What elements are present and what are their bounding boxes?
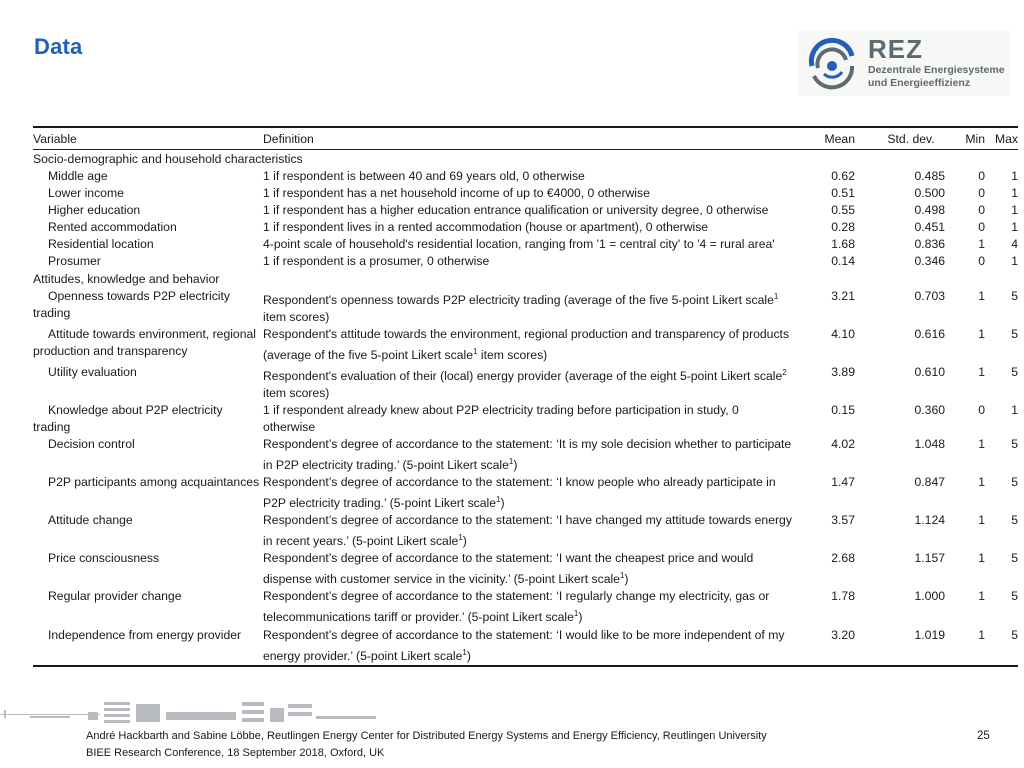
footnote-marker: 1 xyxy=(573,609,579,619)
footnote-marker: 1 xyxy=(458,533,463,543)
cell-std: 0.360 xyxy=(914,403,945,418)
cell-min: 0 xyxy=(978,254,985,268)
variable-label: Utility evaluation xyxy=(48,365,137,380)
cell-max: 4 xyxy=(1011,237,1018,251)
cell-variable xyxy=(33,436,263,474)
cell-min: 1 xyxy=(978,589,985,604)
cell-mean: 1.68 xyxy=(831,237,855,251)
cell-mean: 0.28 xyxy=(831,220,855,234)
cell-definition xyxy=(263,219,801,236)
variable-label: Openness towards P2P electricity trading xyxy=(33,289,230,320)
cell-min: 1 xyxy=(978,551,985,566)
section-title: Attitudes, knowledge and behavior xyxy=(33,272,220,286)
header-max: Max xyxy=(994,132,1018,146)
footnote-marker: 1 xyxy=(473,347,478,357)
table-row xyxy=(33,288,1018,326)
cell-mean: 1.78 xyxy=(831,589,855,604)
definition-text: 1 if respondent has a net household income of up to €4000, 0 otherwise xyxy=(263,186,650,200)
cell-std: 1.157 xyxy=(914,551,945,566)
table-row xyxy=(33,168,1018,185)
cell-max: 5 xyxy=(1011,365,1018,380)
cell-variable xyxy=(33,627,263,666)
cell-max: 5 xyxy=(1011,437,1018,452)
definition-text: Respondent’s degree of accordance to the statement: ‘I have changed my attitude towards energy in recent years.’ (5-point Likert scale xyxy=(263,513,792,549)
definition-text: Respondent's attitude towards the environment, regional production and transparency of products (average of the five 5-point Likert scale xyxy=(263,327,790,363)
cell-min: 0 xyxy=(978,403,985,418)
cell-variable xyxy=(33,402,263,436)
definition-tail: item scores) xyxy=(263,310,330,325)
cell-max: 5 xyxy=(1011,289,1018,303)
cell-variable xyxy=(33,512,263,550)
cell-mean: 0.62 xyxy=(831,169,855,183)
cell-max: 5 xyxy=(1011,551,1018,566)
definition-text: Respondent’s degree of accordance to the statement: ‘It is my sole decision whether to participate in P2P electricity trading.’ (5-point Likert scale xyxy=(263,437,792,473)
definition-text: Respondent’s degree of accordance to the statement: ‘I would like to be more independent of my energy provider.’ (5-point Likert scale xyxy=(263,627,785,663)
data-table xyxy=(33,126,1018,667)
header-variable: Variable xyxy=(33,132,77,146)
cell-definition xyxy=(263,236,801,253)
cell-definition xyxy=(263,288,801,326)
definition-text: Respondent's openness towards P2P electricity trading (average of the five 5-point Likert scale xyxy=(263,293,774,308)
cell-max: 5 xyxy=(1011,475,1018,490)
page-title: Data xyxy=(34,34,83,59)
variable-label: Prosumer xyxy=(48,254,101,268)
cell-mean: 0.14 xyxy=(831,254,855,268)
variable-label: Independence from energy provider xyxy=(48,627,242,642)
definition-text: Respondent's evaluation of their (local) energy provider (average of the eight 5-point Likert scale xyxy=(263,369,783,384)
variable-label: Middle age xyxy=(48,169,108,183)
header-mean: Mean xyxy=(824,132,855,146)
cell-mean: 0.55 xyxy=(831,203,855,217)
cell-definition xyxy=(263,326,801,364)
variable-label: Regular provider change xyxy=(48,589,182,604)
cell-min: 1 xyxy=(978,365,985,380)
definition-tail: item scores) xyxy=(263,386,330,401)
footnote-marker: 2 xyxy=(782,368,787,378)
cell-max: 1 xyxy=(1011,254,1018,268)
cell-min: 0 xyxy=(978,186,985,200)
cell-std: 0.498 xyxy=(914,203,945,217)
cell-mean: 4.02 xyxy=(831,437,855,452)
cell-variable xyxy=(33,202,263,219)
cell-min: 0 xyxy=(978,203,985,217)
cell-variable xyxy=(33,219,263,236)
definition-tail: ) xyxy=(500,496,505,511)
cell-mean: 3.21 xyxy=(831,289,855,303)
definition-text: Respondent’s degree of accordance to the statement: ‘I regularly change my electricity, gas or telecommunications tariff or provider.’ (5-point Likert scale xyxy=(263,589,770,625)
table-row xyxy=(33,588,1018,626)
cell-variable xyxy=(33,474,263,512)
footer-authors: André Hackbarth and Sabine Löbbe, Reutlingen Energy Center for Distributed Energy Systems and Energy Efficiency, Reutlingen University xyxy=(86,730,767,742)
definition-text: 1 if respondent is a prosumer, 0 otherwise xyxy=(263,254,490,268)
cell-variable xyxy=(33,288,263,326)
variable-label: Price consciousness xyxy=(48,551,160,566)
table-row xyxy=(33,627,1018,666)
definition-text: 1 if respondent lives in a rented accommodation (house or apartment), 0 otherwise xyxy=(263,220,709,234)
cell-mean: 0.15 xyxy=(831,403,855,418)
cell-variable xyxy=(33,253,263,270)
cell-max: 5 xyxy=(1011,327,1018,342)
cell-definition xyxy=(263,364,801,402)
cell-std: 0.346 xyxy=(914,254,945,268)
variable-label: Lower income xyxy=(48,186,124,200)
section-row xyxy=(33,270,1018,288)
cell-definition xyxy=(263,550,801,588)
cell-mean: 2.68 xyxy=(831,551,855,566)
cell-mean: 4.10 xyxy=(831,327,855,342)
cell-definition xyxy=(263,627,801,666)
cell-max: 5 xyxy=(1011,513,1018,528)
variable-label: Attitude change xyxy=(48,513,133,528)
cell-definition xyxy=(263,436,801,474)
cell-min: 1 xyxy=(978,437,985,452)
cell-min: 0 xyxy=(978,169,985,183)
definition-tail: ) xyxy=(513,458,518,473)
variable-label: Rented accommodation xyxy=(48,220,177,234)
definition-tail: ) xyxy=(578,610,583,625)
cell-std: 0.451 xyxy=(914,220,945,234)
variable-label: Knowledge about P2P electricity trading xyxy=(33,403,223,435)
cell-std: 1.019 xyxy=(914,627,945,642)
variable-label: P2P participants among acquaintances xyxy=(48,475,260,490)
table-row xyxy=(33,253,1018,270)
footnote-marker: 1 xyxy=(508,457,514,467)
definition-text: 4-point scale of household's residential location, ranging from '1 = central city' to '4 = rural area' xyxy=(263,237,775,251)
cell-mean: 1.47 xyxy=(831,475,855,490)
rez-logo-icon xyxy=(802,36,862,92)
table-row xyxy=(33,512,1018,550)
header-min: Min xyxy=(965,132,985,146)
cell-variable xyxy=(33,326,263,364)
cell-std: 0.836 xyxy=(914,237,945,251)
cell-definition xyxy=(263,168,801,185)
cell-variable xyxy=(33,364,263,402)
table-row xyxy=(33,474,1018,512)
table-row xyxy=(33,436,1018,474)
definition-text: 1 if respondent is between 40 and 69 years old, 0 otherwise xyxy=(263,169,585,183)
cell-max: 1 xyxy=(1011,220,1018,234)
cell-definition xyxy=(263,253,801,270)
header-std: Std. dev. xyxy=(887,132,935,146)
table-row xyxy=(33,202,1018,219)
variable-label: Decision control xyxy=(48,437,135,452)
cell-variable xyxy=(33,168,263,185)
cell-std: 1.124 xyxy=(914,513,945,528)
table-row xyxy=(33,219,1018,236)
cell-definition xyxy=(263,474,801,512)
footer-decoration xyxy=(0,700,380,724)
section-row xyxy=(33,150,1018,169)
cell-min: 1 xyxy=(978,627,985,642)
cell-definition xyxy=(263,588,801,626)
footnote-marker: 1 xyxy=(619,571,625,581)
cell-min: 1 xyxy=(978,327,985,342)
cell-variable xyxy=(33,550,263,588)
logo-name: REZ xyxy=(868,34,923,64)
footnote-marker: 1 xyxy=(496,495,501,505)
cell-min: 1 xyxy=(978,237,985,251)
cell-definition xyxy=(263,512,801,550)
logo-line1: Dezentrale Energiesysteme xyxy=(868,64,1005,76)
table-row xyxy=(33,326,1018,364)
cell-min: 1 xyxy=(978,475,985,490)
cell-variable xyxy=(33,236,263,253)
definition-tail: ) xyxy=(624,572,629,587)
variable-label: Residential location xyxy=(48,237,154,251)
cell-mean: 3.89 xyxy=(831,365,855,380)
cell-variable xyxy=(33,588,263,626)
definition-text: 1 if respondent has a higher education entrance qualification or university degree, 0 otherwise xyxy=(263,203,769,217)
cell-variable xyxy=(33,185,263,202)
table-row xyxy=(33,185,1018,202)
table-row xyxy=(33,402,1018,436)
cell-std: 0.610 xyxy=(914,365,945,380)
rez-logo xyxy=(798,30,1010,96)
variable-label: Attitude towards environment, regional production and transparency xyxy=(33,327,256,359)
cell-std: 0.485 xyxy=(914,169,945,183)
cell-std: 0.616 xyxy=(914,327,945,342)
definition-text: 1 if respondent already knew about P2P electricity trading before participation in study, 0 otherwise xyxy=(263,403,739,435)
cell-mean: 0.51 xyxy=(831,186,855,200)
cell-max: 1 xyxy=(1011,203,1018,217)
cell-max: 1 xyxy=(1011,186,1018,200)
header-definition: Definition xyxy=(263,132,314,146)
cell-mean: 3.57 xyxy=(831,513,855,528)
table-header-row xyxy=(33,127,1018,150)
table-body xyxy=(33,150,1018,666)
footnote-marker: 1 xyxy=(462,647,467,657)
cell-definition xyxy=(263,185,801,202)
footnote-marker: 1 xyxy=(773,292,779,301)
cell-min: 1 xyxy=(978,513,985,528)
definition-tail: ) xyxy=(462,534,467,549)
cell-mean: 3.20 xyxy=(831,627,855,642)
cell-std: 0.703 xyxy=(914,289,945,303)
variable-label: Higher education xyxy=(48,203,141,217)
footer-conference: BIEE Research Conference, 18 September 2018, Oxford, UK xyxy=(86,747,385,759)
cell-std: 1.048 xyxy=(914,437,945,452)
cell-definition xyxy=(263,402,801,436)
definition-text: Respondent’s degree of accordance to the statement: ‘I know people who already participate in P2P electricity trading.’ (5-point Likert scale xyxy=(263,475,776,511)
cell-min: 1 xyxy=(978,289,985,303)
table-row xyxy=(33,550,1018,588)
definition-tail: item scores) xyxy=(477,348,548,363)
cell-std: 0.500 xyxy=(914,186,945,200)
cell-max: 1 xyxy=(1011,169,1018,183)
table-row xyxy=(33,364,1018,402)
cell-std: 1.000 xyxy=(914,589,945,604)
definition-tail: ) xyxy=(466,648,471,663)
cell-min: 0 xyxy=(978,220,985,234)
cell-max: 5 xyxy=(1011,627,1018,642)
section-title: Socio-demographic and household characteristics xyxy=(33,152,303,166)
cell-std: 0.847 xyxy=(914,475,945,490)
cell-max: 1 xyxy=(1011,403,1018,418)
table-row xyxy=(33,236,1018,253)
cell-max: 5 xyxy=(1011,589,1018,604)
page-number: 25 xyxy=(977,730,990,742)
cell-definition xyxy=(263,202,801,219)
definition-text: Respondent’s degree of accordance to the statement: ‘I want the cheapest price and would dispense with customer service in the vicinity.’ (5-point Likert scale xyxy=(263,551,754,587)
logo-line2: und Energieeffizienz xyxy=(868,77,971,89)
